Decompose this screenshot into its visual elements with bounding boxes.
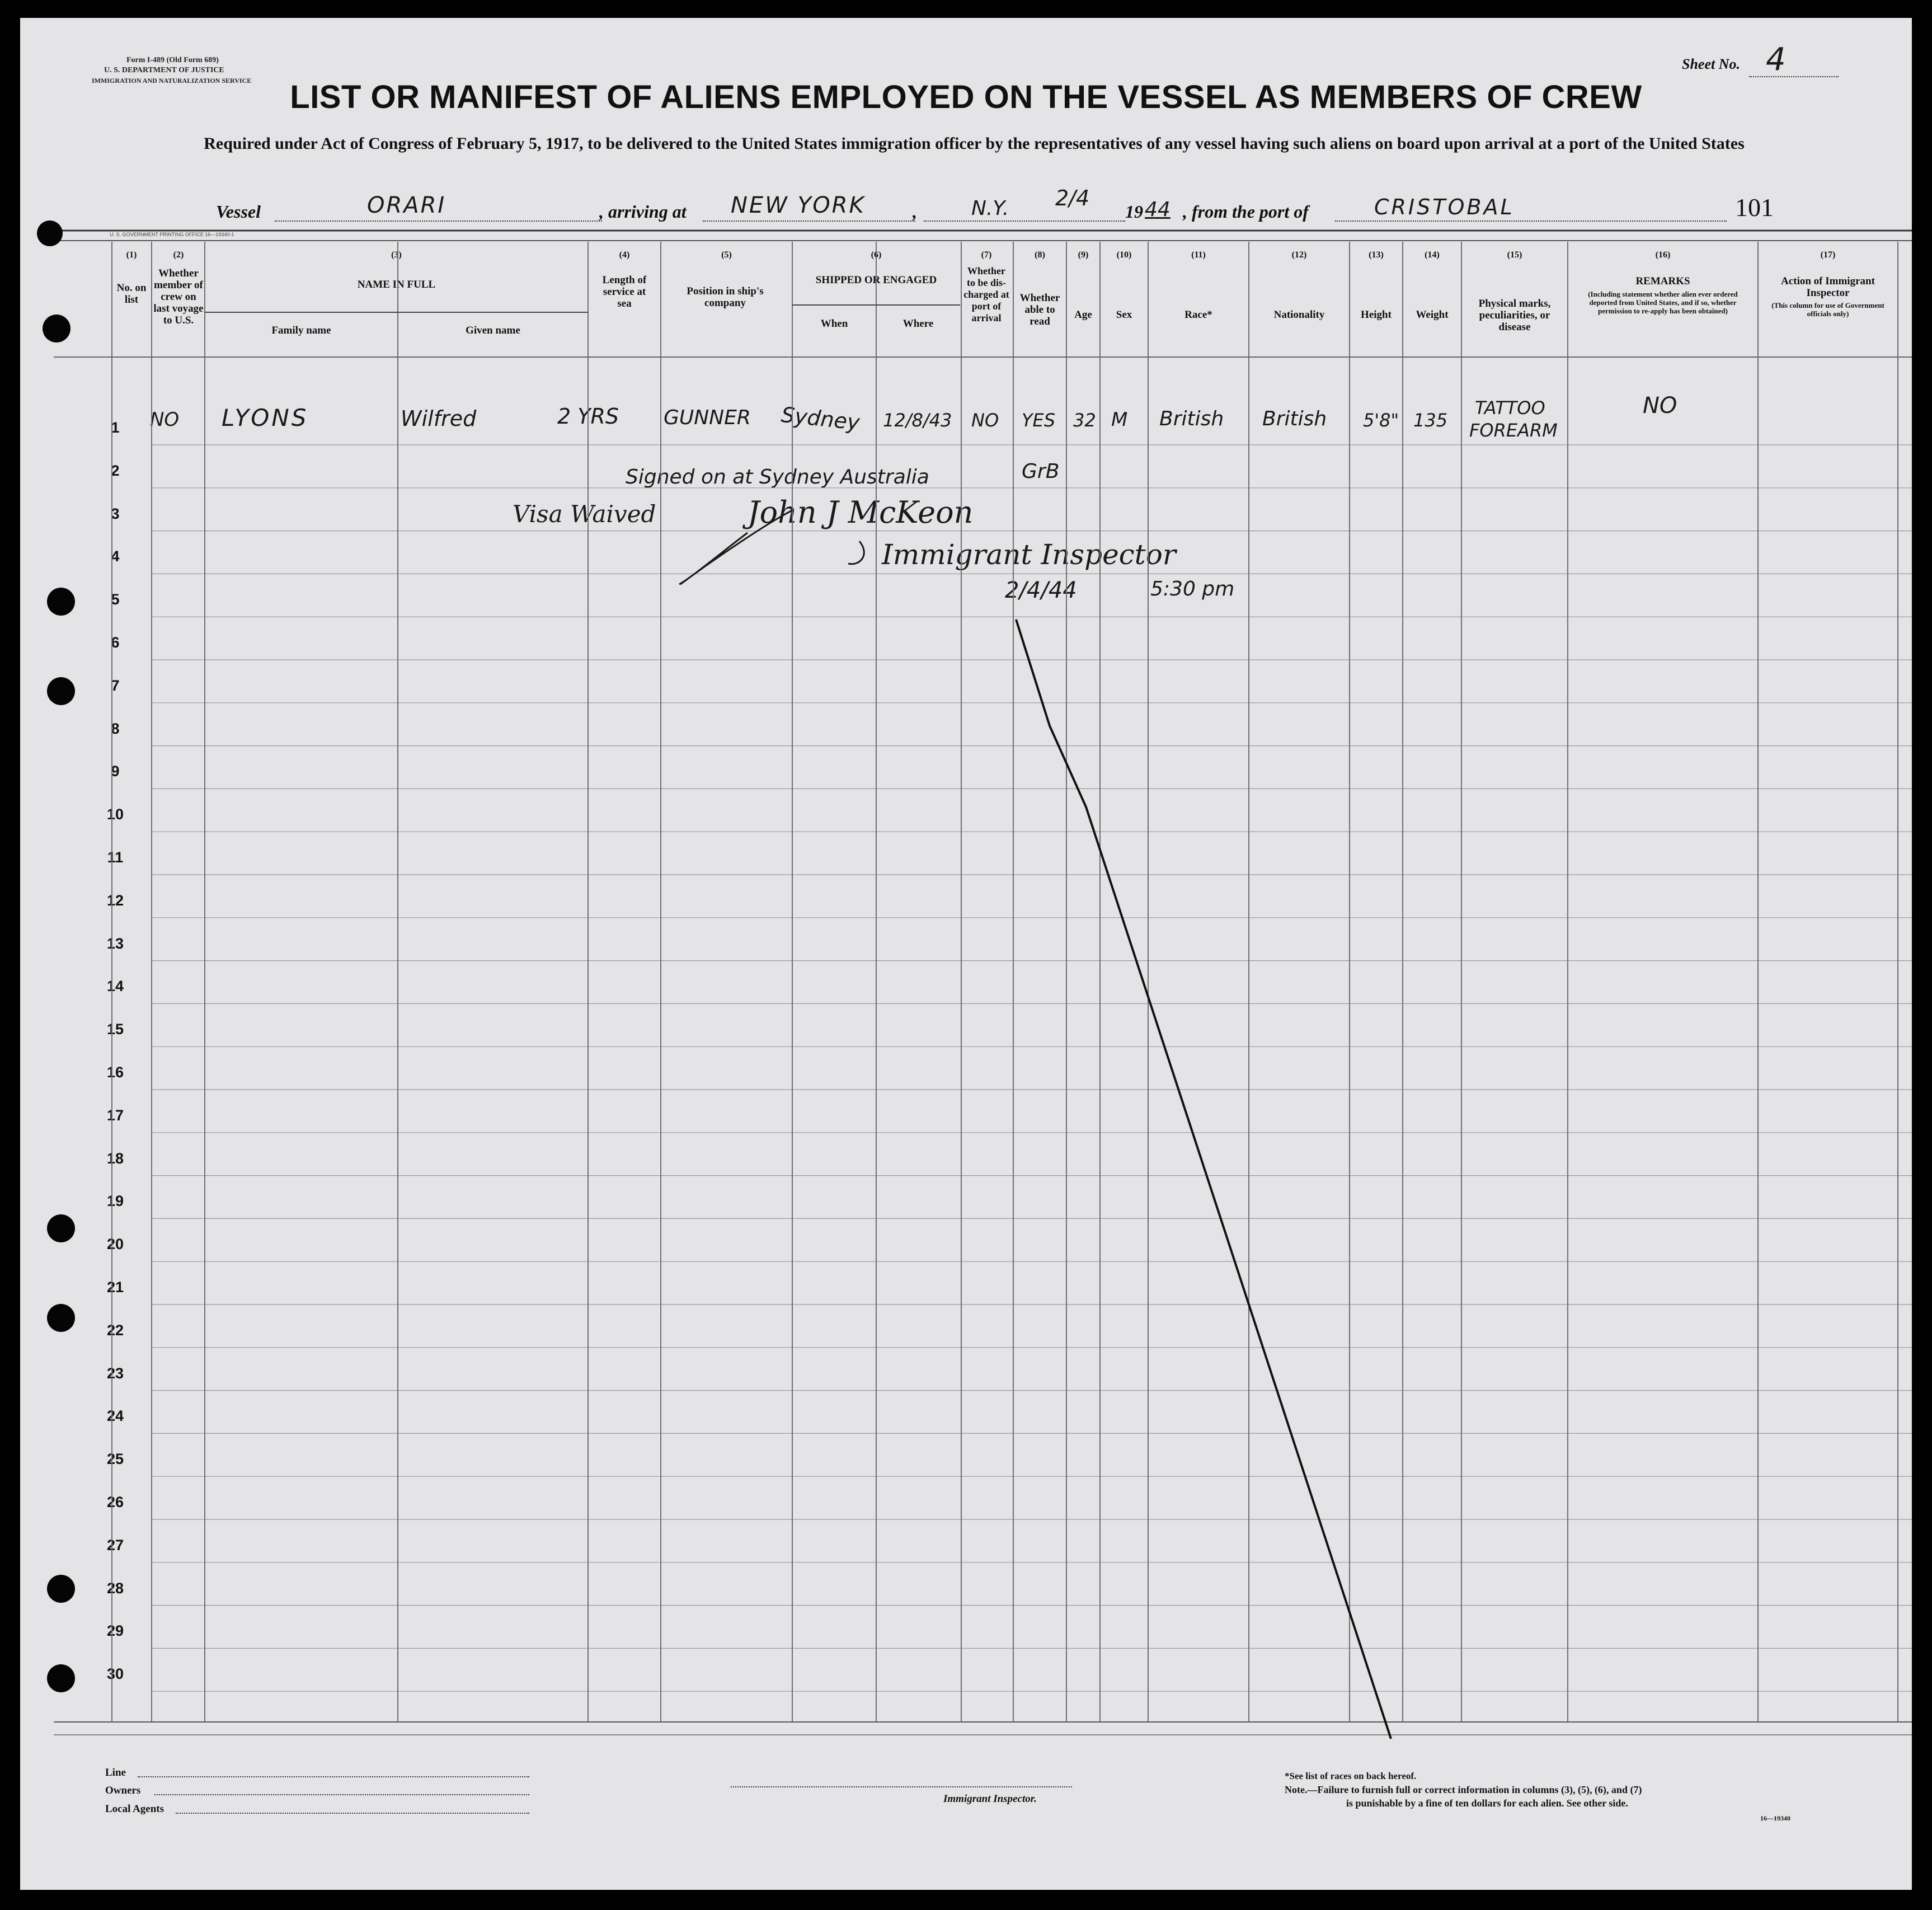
col-note-16: (Including statement whether alien ever ordered deported from United States, and if so, whether permission to re-apply has been obtained)	[1588, 290, 1738, 315]
punch-hole	[43, 315, 70, 342]
col-num-2: (2)	[173, 250, 184, 260]
entry-position: GUNNER	[664, 406, 751, 429]
col-num-11: (11)	[1191, 250, 1206, 260]
col-num-9: (9)	[1078, 250, 1089, 260]
row-number: 30	[106, 1665, 124, 1683]
row-number: 21	[106, 1279, 124, 1296]
manifest-sheet	[20, 18, 1912, 1890]
col-header-2: Whether member of crew on last voyage to U.S.	[153, 268, 204, 326]
entry-marks-line2: FOREARM	[1469, 420, 1558, 441]
col-header-16: REMARKS	[1635, 275, 1690, 287]
department-name: U. S. DEPARTMENT OF JUSTICE	[104, 66, 224, 74]
form-code: 16—19340	[1760, 1814, 1790, 1822]
fine-note-2: is punishable by a fine of ten dollars for each alien. See other side.	[1346, 1798, 1628, 1809]
row-number: 5	[111, 591, 120, 608]
stamp-number: 101	[1735, 193, 1774, 222]
entry-remarks: NO	[1643, 393, 1677, 419]
entry-family-name: LYONS	[222, 404, 309, 431]
row-number: 1	[111, 419, 120, 436]
row-number: 7	[111, 677, 120, 694]
inspector-title: Immigrant Inspector	[882, 538, 1176, 571]
col-sub-family: Family name	[271, 325, 331, 336]
entry-discharged: NO	[971, 410, 999, 431]
fine-note: Note.—Failure to furnish full or correct information in columns (3), (5), (6), and (7)	[1285, 1784, 1642, 1795]
entry-weight: 135	[1413, 410, 1448, 431]
row-number: 28	[106, 1579, 124, 1597]
col-sub-given: Given name	[466, 325, 520, 336]
entry-race: British	[1159, 407, 1224, 430]
inspector-sign-label: Immigrant Inspector.	[943, 1793, 1037, 1805]
col-note-17: (This column for use of Government officials only)	[1771, 301, 1884, 318]
entry-length-service: 2 YRS	[557, 404, 619, 429]
printing-office-note: U. S. GOVERNMENT PRINTING OFFICE 16—19340-1	[110, 232, 234, 237]
col-num-13: (13)	[1369, 250, 1384, 260]
punch-hole	[47, 1304, 75, 1332]
col-header-14: Weight	[1416, 309, 1449, 321]
row-number: 4	[111, 548, 120, 565]
col-num-3: (3)	[391, 250, 402, 260]
entry-last-voyage: NO	[150, 409, 180, 431]
row-number: 22	[106, 1321, 124, 1339]
row-number: 20	[106, 1236, 124, 1253]
row-number: 11	[107, 849, 124, 866]
col-num-17: (17)	[1820, 250, 1836, 260]
col-header-5: Position in ship's company	[687, 285, 764, 309]
arrival-state: N.Y.	[971, 197, 1009, 220]
col-num-7: (7)	[981, 250, 992, 260]
col-header-8: Whether able to read	[1019, 292, 1060, 327]
row-number: 14	[106, 978, 124, 995]
sheet-label: Sheet No.	[1682, 56, 1740, 72]
row-number: 18	[106, 1149, 124, 1167]
col-sub-when: When	[820, 318, 848, 330]
inspection-date: 2/4/44	[1005, 578, 1077, 603]
col-num-1: (1)	[126, 250, 137, 260]
col-header-3: NAME IN FULL	[357, 279, 436, 290]
col-num-10: (10)	[1116, 250, 1132, 260]
owners-label: Owners	[105, 1785, 141, 1796]
col-num-15: (15)	[1507, 250, 1522, 260]
row-number: 8	[111, 720, 120, 737]
row-number: 24	[106, 1407, 124, 1425]
page-title: LIST OR MANIFEST OF ALIENS EMPLOYED ON THE VESSEL AS MEMBERS OF CREW	[290, 79, 1642, 115]
sheet-number: 4	[1766, 41, 1786, 78]
ruling-grid	[20, 18, 1912, 1890]
col-header-4: Length of service at sea	[602, 274, 647, 309]
entry-able-read: YES	[1022, 410, 1056, 431]
row-number: 29	[106, 1622, 124, 1640]
col-header-17: Action of Immigrant Inspector	[1781, 275, 1875, 299]
entry-sex: M	[1111, 409, 1128, 431]
agents-label: Local Agents	[105, 1803, 164, 1815]
entry-shipped-when: 12/8/43	[883, 410, 952, 431]
from-label: , from the port of	[1183, 201, 1309, 222]
races-note: *See list of races on back hereof.	[1285, 1771, 1417, 1781]
arrival-port: NEW YORK	[731, 193, 866, 218]
row-number: 13	[106, 935, 124, 952]
arrival-year: 44	[1145, 198, 1171, 221]
row-number: 2	[111, 462, 120, 479]
entry-nationality: British	[1262, 407, 1327, 430]
signed-on-initials: GrB	[1022, 460, 1060, 483]
row-number: 19	[106, 1193, 124, 1210]
entry-given-name: Wilfred	[401, 406, 477, 431]
col-num-16: (16)	[1655, 250, 1671, 260]
from-port: CRISTOBAL	[1374, 195, 1515, 219]
row-number: 16	[106, 1064, 124, 1081]
punch-hole	[47, 588, 75, 616]
entry-height: 5'8"	[1363, 410, 1399, 431]
col-header-11: Race*	[1184, 309, 1212, 321]
col-num-14: (14)	[1425, 250, 1440, 260]
col-num-5: (5)	[721, 250, 732, 260]
punch-hole	[47, 1214, 75, 1242]
row-number: 23	[106, 1364, 124, 1382]
row-number: 10	[106, 806, 124, 823]
punch-hole	[47, 677, 75, 705]
signed-on-note: Signed on at Sydney Australia	[626, 466, 929, 489]
col-num-8: (8)	[1035, 250, 1045, 260]
row-number: 15	[106, 1021, 124, 1038]
vessel-name: ORARI	[367, 193, 446, 218]
col-sub-where: Where	[902, 318, 934, 330]
col-header-7: Whether to be dis-charged at port of arrival	[963, 265, 1009, 323]
row-number: 17	[106, 1106, 124, 1124]
row-number: 9	[111, 763, 120, 780]
row-number: 12	[106, 891, 124, 909]
col-header-12: Nationality	[1273, 309, 1325, 321]
row-number: 3	[111, 505, 120, 522]
col-header-6: SHIPPED OR ENGAGED	[815, 274, 937, 286]
service-name: IMMIGRATION AND NATURALIZATION SERVICE	[92, 77, 252, 85]
row-number: 6	[111, 634, 120, 651]
punch-hole	[37, 220, 63, 246]
vessel-label: Vessel	[216, 201, 261, 222]
page-subtitle: Required under Act of Congress of February 5, 1917, to be delivered to the United States immigration officer by the representatives of any vessel having such aliens on board upon arrival at a port of the United States	[204, 134, 1745, 153]
arrival-year-prefix: 19	[1125, 201, 1143, 222]
col-header-10: Sex	[1116, 309, 1132, 321]
col-num-12: (12)	[1291, 250, 1307, 260]
row-number: 25	[106, 1451, 124, 1468]
line-label: Line	[105, 1767, 126, 1778]
inspection-time: 5:30 pm	[1150, 578, 1235, 600]
col-num-4: (4)	[619, 250, 630, 260]
entry-shipped-where: Sydney	[780, 402, 861, 435]
arrival-comma: ,	[913, 201, 917, 222]
col-num-6: (6)	[871, 250, 882, 260]
entry-marks-line1: TATTOO	[1475, 397, 1545, 419]
punch-hole	[47, 1575, 75, 1603]
visa-waived-note: Visa Waived	[513, 500, 656, 528]
col-header-13: Height	[1361, 309, 1392, 321]
form-number: Form I-489 (Old Form 689)	[126, 56, 219, 64]
entry-age: 32	[1073, 410, 1096, 431]
col-header-1: No. on list	[116, 282, 147, 306]
arriving-label: , arriving at	[599, 201, 687, 222]
col-header-9: Age	[1074, 309, 1092, 321]
punch-hole	[47, 1664, 75, 1692]
inspector-signature: John J McKeon	[748, 495, 974, 530]
arrival-date: 2/4	[1055, 186, 1090, 210]
col-header-15: Physical marks, peculiarities, or disease	[1478, 298, 1551, 333]
row-number: 26	[106, 1494, 124, 1510]
row-number: 27	[106, 1536, 124, 1554]
